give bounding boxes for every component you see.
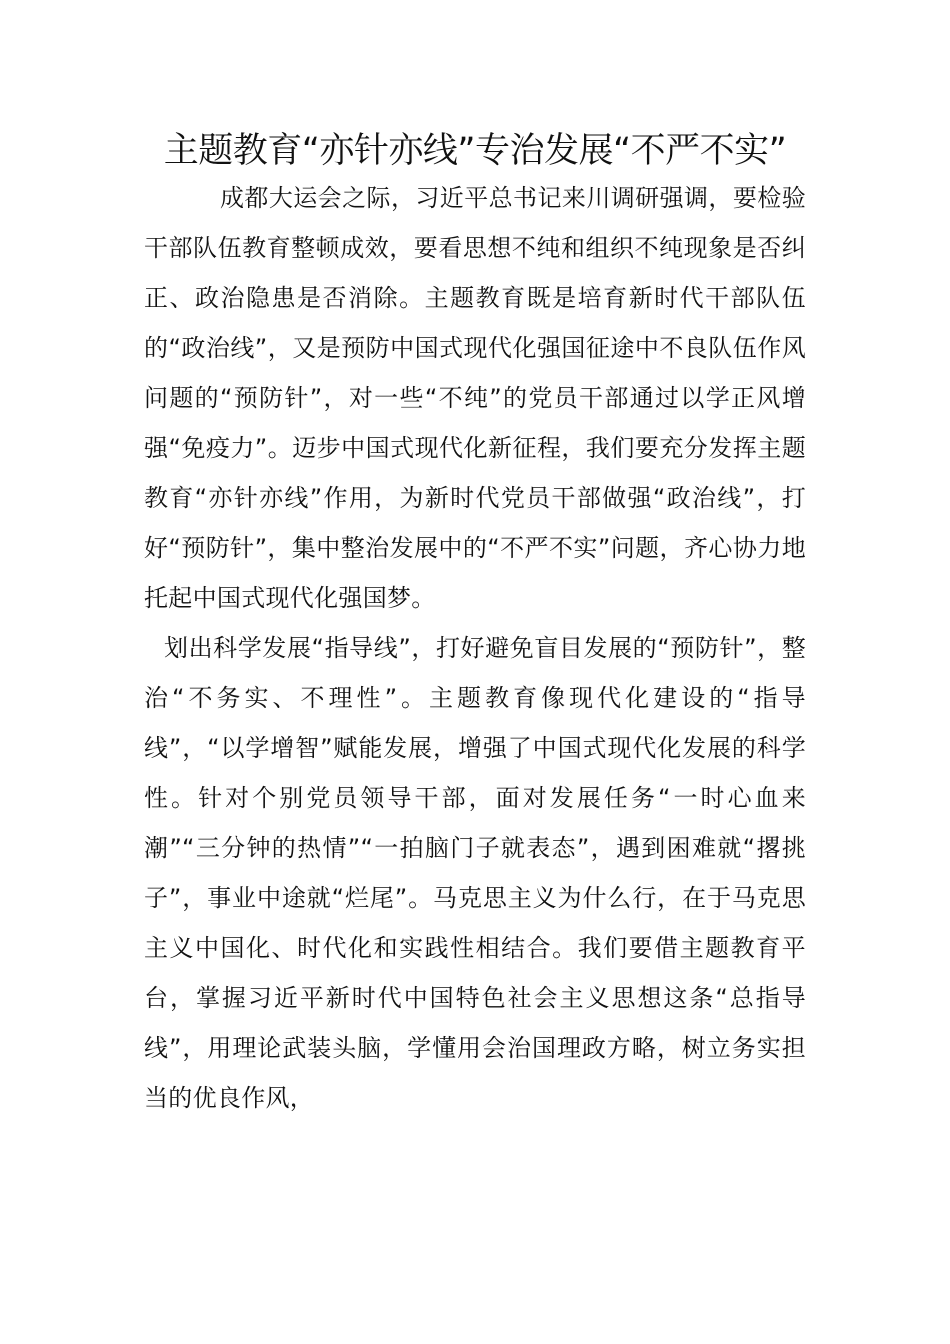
- paragraph-2: 划出科学发展“指导线”，打好避免盲目发展的“预防针”，整治“不务实、不理性”。主题教育像现代化建设的“指导线”，“以学增智”赋能发展，增强了中国式现代化发展的科学性。针对个别党员领导干部，面对发展任务“一时心血来潮”“三分钟的热情”“一拍脑门子就表态”，遇到困难就“撂挑子”，事业中途就“烂尾”。马克思主义为什么行，在于马克思主义中国化、时代化和实践性相结合。我们要借主题教育平台，掌握习近平新时代中国特色社会主义思想这条“总指导线”，用理论武装头脑，学懂用会治国理政方略，树立务实担当的优良作风，: [144, 634, 806, 1112]
- document-title: 主题教育“亦针亦线”专治发展“不严不实”: [163, 131, 787, 171]
- document-page: [144, 128, 806, 1123]
- paragraph-1: 成都大运会之际，习近平总书记来川调研强调，要检验干部队伍教育整顿成效，要看思想不纯和组织不纯现象是否纠正、政治隐患是否消除。主题教育既是培育新时代干部队伍的“政治线”，又是预防中国式现代化强国征途中不良队伍作风问题的“预防针”，对一些“不纯”的党员干部通过以学正风增强“免疫力”。迈步中国式现代化新征程，我们要充分发挥主题教育“亦针亦线”作用，为新时代党员干部做强“政治线”，打好“预防针”，集中整治发展中的“不严不实”问题，齐心协力地托起中国式现代化强国梦。: [144, 184, 806, 612]
